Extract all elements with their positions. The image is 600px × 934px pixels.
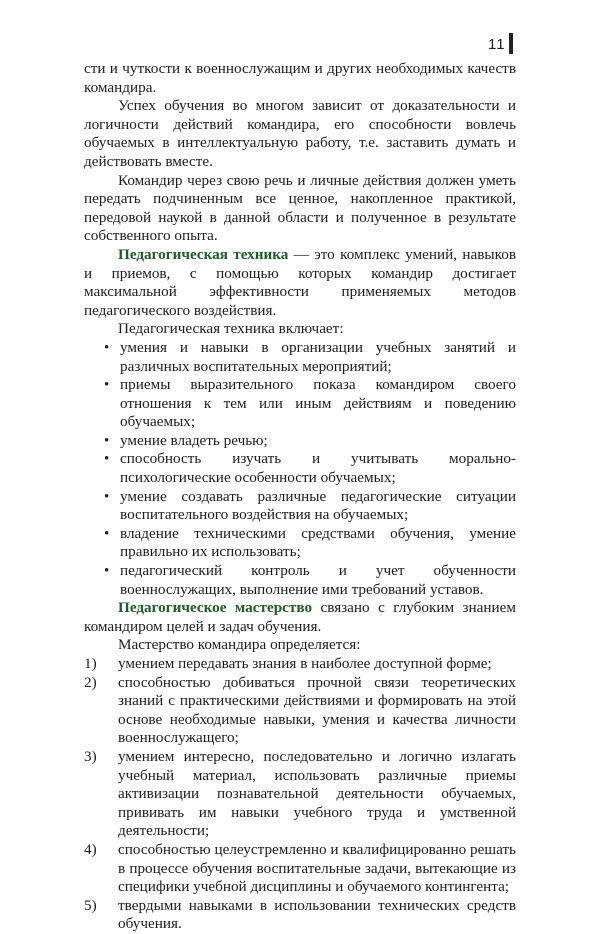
- page-number: 11: [488, 36, 506, 53]
- paragraph-technique-includes: Педагогическая техника включает:: [118, 320, 344, 338]
- list-item: • педагогический контроль и учет обученности военнослужащих, выполнение ими требований уставов.: [84, 562, 516, 599]
- paragraph-learning-success: Успех обучения во многом зависит от доказательности и логичности действий командира, его способности вовлечь обучаемых в интеллектуальную работу, т.е. заставить думать и действовать вместе.: [84, 97, 516, 170]
- item-number: 3): [84, 747, 97, 765]
- list-item: • владение техническими средствами обучения, умение правильно их использовать;: [84, 525, 516, 562]
- mastery-list: [84, 655, 516, 934]
- list-item: [84, 674, 516, 748]
- paragraph-mastery-defined: Мастерство командира определяется:: [118, 636, 361, 654]
- term-pedagogical-technique: Педагогическая техника: [118, 245, 289, 263]
- list-item: • умение создавать различные педагогические ситуации воспитательного воздействия на обучаемых;: [84, 488, 516, 525]
- item-number: 4): [84, 840, 97, 858]
- paragraph-pedagogical-technique: [84, 246, 516, 320]
- page-number-bar: [509, 33, 513, 54]
- item-number: 2): [84, 673, 97, 691]
- term-pedagogical-mastery: Педагогическое мастерство: [118, 599, 313, 617]
- definition-pedagogical-technique: — это комплекс умений, навыков и приемов, с помощью которых командир достигает максимальной эффективности применяемых методов педагогического воздействия.: [84, 245, 516, 319]
- item-text: способностью добиваться прочной связи теоретических знаний с практическими действиями и формировать на этой основе необходимые навыки, умения и качества личности военнослужащего;: [118, 673, 516, 747]
- list-item: [84, 897, 516, 934]
- page-body: [84, 60, 516, 934]
- list-item: • умение владеть речью;: [84, 432, 516, 451]
- item-number: 1): [84, 655, 97, 672]
- definition-pedagogical-mastery: связано с глубоким знанием командиром целей и задач обучения.: [84, 599, 517, 635]
- item-text: умением интересно, последовательно и логично излагать учебный материал, использовать различные приемы активизации познавательной деятельности обучаемых, прививать им навыки учебного труда и умственной деятельности;: [118, 747, 516, 840]
- paragraph-pedagogical-mastery: [84, 599, 516, 636]
- paragraph-continuation: сти и чуткости к военнослужащим и других необходимых качеств командира.: [84, 60, 516, 96]
- list-item: [84, 841, 516, 897]
- item-text: способностью целеустремленно и квалифицированно решать в процессе обучения воспитательные задачи, вытекающие из специфики учебной дисциплины и обучаемого контингента;: [118, 840, 516, 896]
- item-number: 5): [84, 896, 97, 914]
- list-item: • умения и навыки в организации учебных занятий и различных воспитательных мероприятий;: [84, 339, 516, 376]
- technique-list: [84, 339, 516, 599]
- list-item: [84, 748, 516, 841]
- item-text: умением передавать знания в наиболее доступной форме;: [118, 655, 492, 672]
- paragraph-commander-speech: Командир через свою речь и личные действия должен уметь передать подчиненным все ценное, накопленное практикой, передовой наукой в данной области и полученное в результате собственного опыта.: [84, 171, 516, 245]
- list-item: • способность изучать и учитывать морально-психологические особенности обучаемых;: [84, 450, 516, 487]
- list-item: • приемы выразительного показа командиром своего отношения к тем или иным действиям и поведению обучаемых;: [84, 376, 516, 432]
- item-text: твердыми навыками в использовании технических средств обучения.: [118, 896, 516, 933]
- list-item: [84, 655, 516, 674]
